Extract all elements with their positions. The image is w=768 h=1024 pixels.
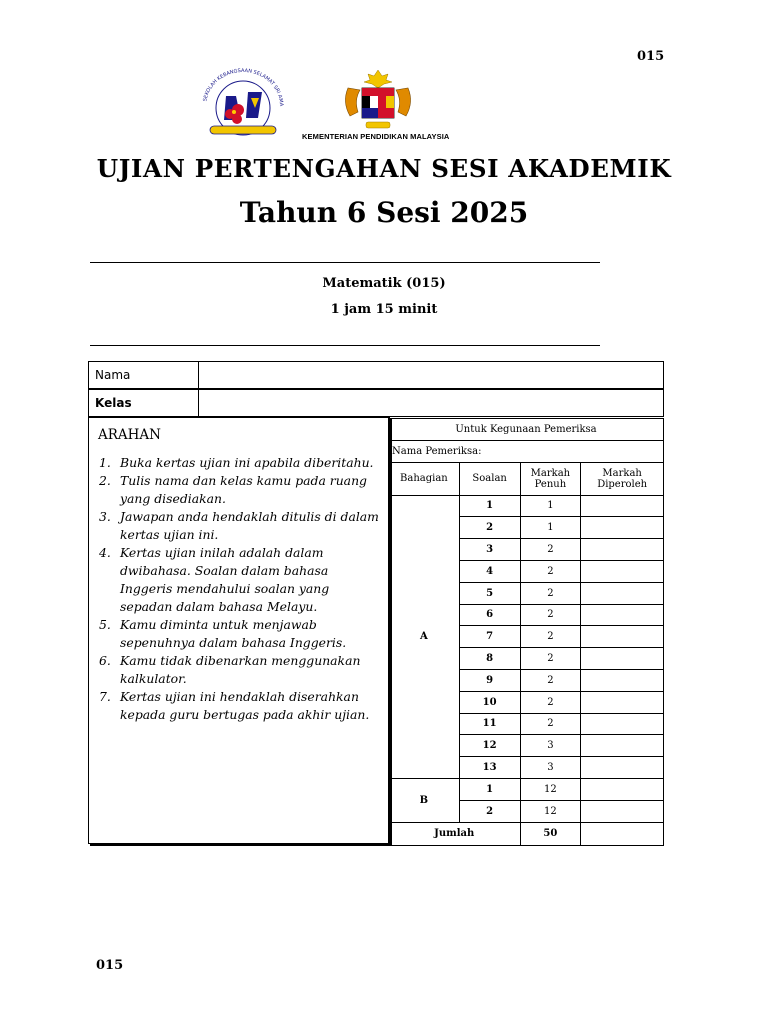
mark-cell[interactable] bbox=[581, 517, 664, 539]
instruction-item: 2. Tulis nama dan kelas kamu pada ruang yang disediakan. bbox=[99, 473, 367, 506]
table-row: 11 2 bbox=[389, 713, 664, 735]
instruction-item: 1. Buka kertas ujian ini apabila diberitahu. bbox=[99, 455, 374, 470]
mark-cell[interactable] bbox=[581, 582, 664, 604]
exam-year-session: Tahun 6 Sesi 2025 bbox=[239, 196, 529, 229]
instruction-item: 6. Kamu tidak dibenarkan menggunakan kalkulator. bbox=[99, 653, 361, 686]
exam-title: UJIAN PERTENGAHAN SESI AKADEMIK bbox=[96, 154, 672, 183]
instructions-title: ARAHAN bbox=[98, 427, 161, 443]
total-full-mark: 50 bbox=[520, 822, 581, 845]
name-label: Nama bbox=[89, 362, 199, 388]
mark-cell[interactable] bbox=[581, 604, 664, 626]
total-obtained-cell[interactable] bbox=[581, 822, 664, 845]
mark-cell[interactable] bbox=[581, 560, 664, 582]
class-field[interactable] bbox=[199, 390, 663, 416]
table-row: 3 2 bbox=[389, 539, 664, 561]
divider-line bbox=[90, 345, 600, 346]
col-header-obtained: Markah Diperoleh bbox=[581, 462, 664, 495]
table-row: 5 2 bbox=[389, 582, 664, 604]
table-row: 9 2 bbox=[389, 669, 664, 691]
section-b-label: B bbox=[389, 778, 460, 822]
class-row bbox=[88, 389, 664, 417]
paper-code-bottom: 015 bbox=[96, 958, 124, 973]
section-a-label: A bbox=[389, 495, 460, 778]
mark-cell[interactable] bbox=[581, 539, 664, 561]
name-field[interactable] bbox=[199, 362, 663, 388]
mark-cell[interactable] bbox=[581, 691, 664, 713]
mark-cell[interactable] bbox=[581, 495, 664, 517]
col-header-section: Bahagian bbox=[389, 462, 460, 495]
table-row: 2 1 bbox=[389, 517, 664, 539]
mark-cell[interactable] bbox=[581, 626, 664, 648]
table-row: 13 3 bbox=[389, 757, 664, 779]
table-row: 6 2 bbox=[389, 604, 664, 626]
table-row: B 1 12 bbox=[389, 778, 664, 800]
col-header-full-mark: Markah Penuh bbox=[520, 462, 581, 495]
ministry-crest bbox=[340, 68, 416, 132]
class-label: Kelas bbox=[89, 390, 199, 416]
table-row: 4 2 bbox=[389, 560, 664, 582]
mark-cell[interactable] bbox=[581, 735, 664, 757]
ministry-name: KEMENTERIAN PENDIDIKAN MALAYSIA bbox=[302, 132, 450, 141]
instructions-box bbox=[88, 417, 390, 844]
name-row bbox=[88, 361, 664, 389]
instruction-item: 3. Jawapan anda hendaklah ditulis di dalam kertas ujian ini. bbox=[99, 509, 379, 542]
examiner-name-field[interactable]: Nama Pemeriksa: bbox=[389, 440, 664, 462]
table-row: 12 3 bbox=[389, 735, 664, 757]
total-row bbox=[389, 822, 664, 845]
examiner-table bbox=[388, 418, 664, 846]
exam-duration: 1 jam 15 minit bbox=[330, 302, 438, 317]
table-row: 2 12 bbox=[389, 800, 664, 822]
total-label: Jumlah bbox=[389, 822, 521, 845]
instructions-list bbox=[99, 454, 381, 724]
table-row: 10 2 bbox=[389, 691, 664, 713]
school-logo-text: SEKOLAH KEBANGSAAN SELAMAT SRI AMA bbox=[202, 68, 285, 107]
instruction-item: 5. Kamu diminta untuk menjawab sepenuhnya dalam bahasa Inggeris. bbox=[99, 617, 347, 650]
mark-cell[interactable] bbox=[581, 648, 664, 670]
svg-text:SEKOLAH KEBANGSAAN SELAMAT SRI bbox=[196, 68, 284, 107]
divider-line bbox=[90, 262, 600, 263]
subject-title: Matematik (015) bbox=[322, 276, 446, 291]
mark-cell[interactable] bbox=[581, 669, 664, 691]
school-logo bbox=[196, 68, 290, 138]
examiner-table-title: Untuk Kegunaan Pemeriksa bbox=[389, 419, 664, 441]
instruction-item: 4. Kertas ujian inilah adalah dalam dwibahasa. Soalan dalam bahasa Inggeris mendahului soalan yang sepadan dalam bahasa Melayu. bbox=[99, 545, 330, 614]
table-row: 7 2 bbox=[389, 626, 664, 648]
col-header-question: Soalan bbox=[459, 462, 520, 495]
instruction-item: 7. Kertas ujian ini hendaklah diserahkan kepada guru bertugas pada akhir ujian. bbox=[99, 689, 370, 722]
table-row: 8 2 bbox=[389, 648, 664, 670]
mark-cell[interactable] bbox=[581, 778, 664, 800]
table-row: A 1 1 bbox=[389, 495, 664, 517]
paper-code-top: 015 bbox=[637, 49, 665, 64]
mark-cell[interactable] bbox=[581, 713, 664, 735]
mark-cell[interactable] bbox=[581, 800, 664, 822]
mark-cell[interactable] bbox=[581, 757, 664, 779]
